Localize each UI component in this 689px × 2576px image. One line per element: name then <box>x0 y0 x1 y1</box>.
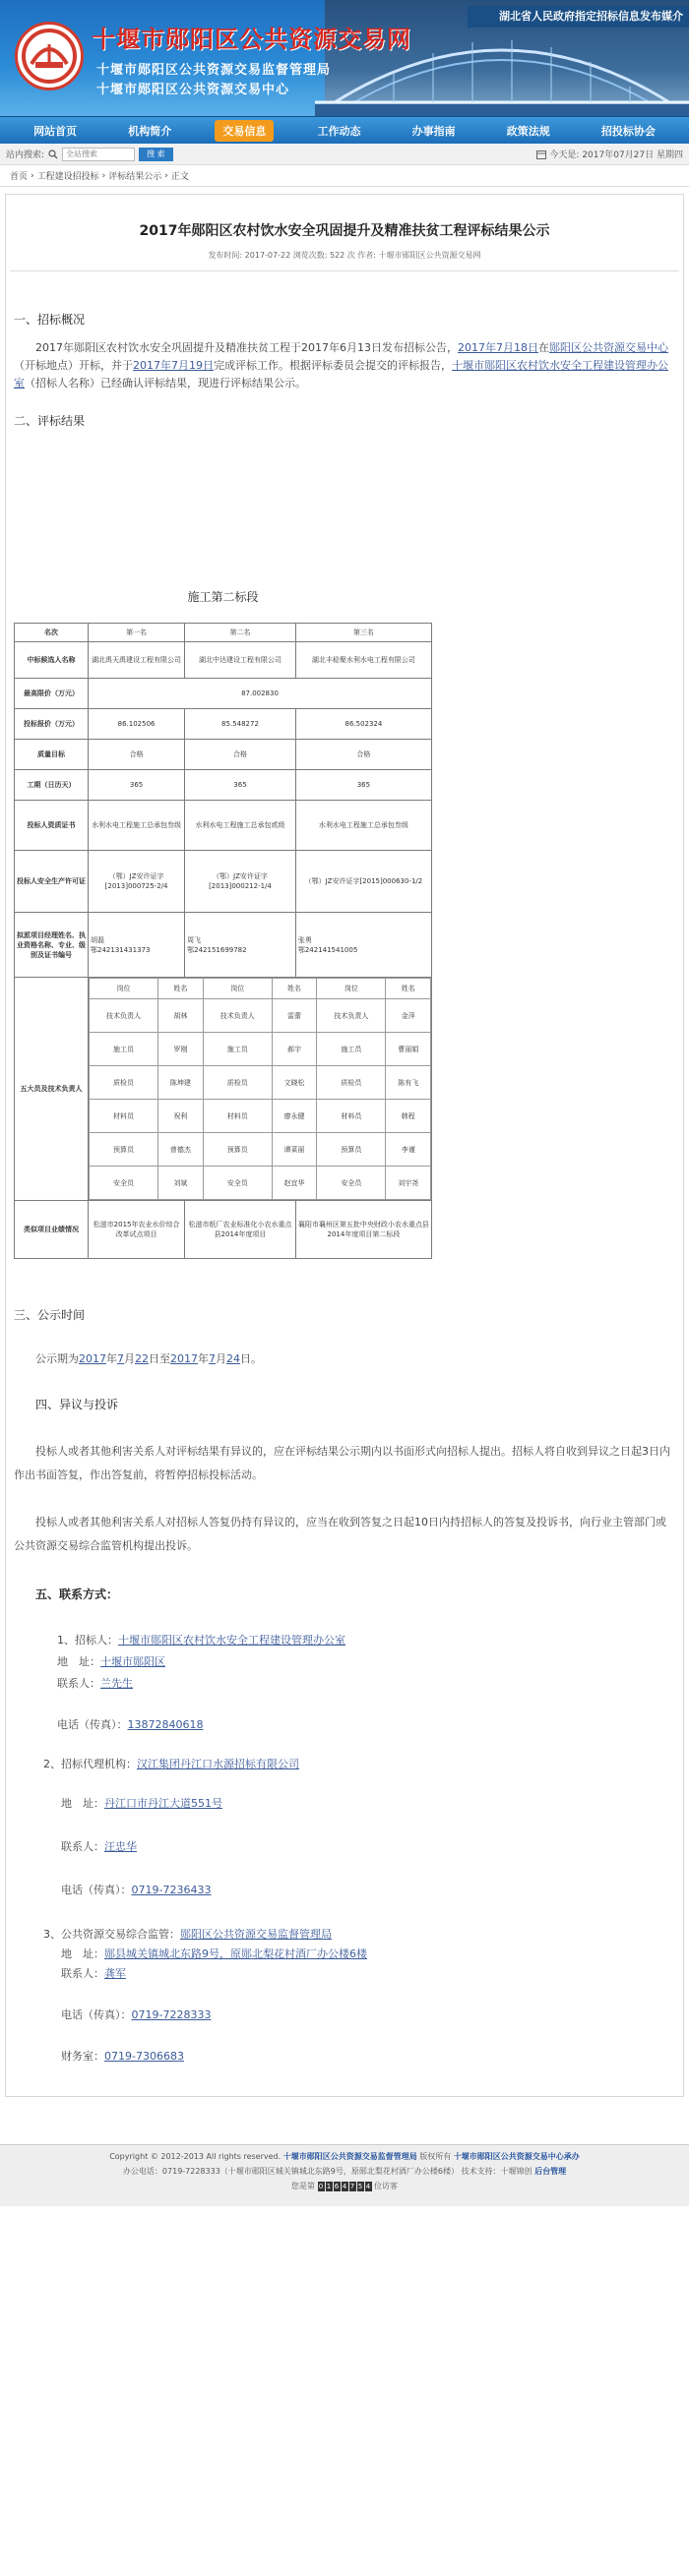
table-row: 拟派项目经理姓名、执业资格名称、专业、级别及证书编号 胡磊 鄂242131431373 周飞 鄂242151699782 张勇 鄂242141541005 <box>15 913 432 978</box>
today-date <box>536 148 683 160</box>
search-label: 站内搜索: <box>6 150 45 160</box>
table-row: 质量目标 合格 合格 合格 <box>15 740 432 770</box>
section-period-title: 三、公示时间 <box>14 1308 86 1322</box>
footer-bureau-link[interactable]: 十堰市郧阳区公共资源交易监督管理局 <box>282 2152 417 2161</box>
site-footer: Copyright © 2012-2013 All rights reserved. 十堰市郧阳区公共资源交易监督管理局 版权所有 十堰市郧阳区公共资源交易中心承办 办公电话：0719-7228333（十堰市郧阳区城关镇城北东路9号，原郧北梨花村酒厂办公楼6楼） 技术支持：十堰锦创 后台管理 您是第 0 1 6 4 7 5 4 位访客 <box>0 2144 689 2206</box>
breadcrumb-results[interactable]: 评标结果公示 <box>108 172 162 182</box>
search-bar <box>0 144 689 165</box>
nav-guide[interactable]: 办事指南 <box>411 124 456 138</box>
table-row: 投标人资质证书 水利水电工程施工总承包叁级 水利水电工程施工总承包贰级 水利水电工程施工总承包叁级 <box>15 801 432 851</box>
staff-table-row: 材料员 祝利 材料员 廖永健 材料员 韩程 <box>90 1100 431 1133</box>
staff-row: 五大员及技术负责人 岗位 姓名 岗位 姓名 岗位 姓名 技术负责人 胡林 技术负责人 雷蕾 技术负责人 金萍 施工员 罗刚 施工员 郝宇 施工员 曹丽娟 质检员 陈坤建 质检员 文晓松 质检员 陈有飞 材料员 祝利 材料员 廖永健 材料员 韩程 预算员 曾德杰 预算员 谭菜丽 预算员 李谨 安全员 刘斌 安全员 赵宜华 安全员 刘宇尧 <box>15 978 432 1201</box>
table-caption: 施工第二标段 <box>187 590 259 604</box>
calendar-icon <box>536 150 546 159</box>
staff-table-row: 技术负责人 胡林 技术负责人 雷蕾 技术负责人 金萍 <box>90 999 431 1033</box>
table-row: 中标候选人名称 湖北禹天禹建设工程有限公司 湖北中达建设工程有限公司 湖北丰稔聚水利水电工程有限公司 <box>15 642 432 679</box>
header-subtitle-bureau: 十堰市郧阳区公共资源交易监督管理局 <box>96 63 332 78</box>
table-row: 投标人安全生产许可证 （鄂）JZ安许证字[2013]000725-2/4 （鄂）JZ安许证字[2013]000212-1/4 （鄂）JZ安许证字[2015]000630-1/2 <box>15 851 432 913</box>
staff-table-row: 预算员 曾德杰 预算员 谭菜丽 预算员 李谨 <box>90 1133 431 1167</box>
contact-block-3: 3、公共资源交易综合监管：郧阳区公共资源交易监督管理局 地 址：郧县城关镇城北东路9号，原郧北梨花村酒厂办公楼6楼 联系人：龚军 电话（传真）：0719-7228333 财务室：0719-7306683 <box>43 1928 367 2063</box>
contact-block-1: 1、招标人：十堰市郧阳区农村饮水安全工程建设管理办公室 地 址：十堰市郧阳区 联系人：兰先生 电话（传真）：13872840618 <box>57 1634 345 1731</box>
section-overview-title: 一、招标概况 <box>14 313 86 327</box>
nav-policy[interactable]: 政策法规 <box>506 124 550 138</box>
emblem-icon <box>18 25 81 88</box>
objection-paragraph-2: 投标人或者其他利害关系人对招标人答复仍持有异议的，应当在收到答复之日起10日内持招标人的答复及投诉书，向行业主管部门或公共资源交易综合监管机构提出投诉。 <box>14 1516 666 1552</box>
breadcrumb: 首页 › 工程建设招投标 › 评标结果公示 › 正文 <box>0 165 689 187</box>
main-nav <box>0 116 689 144</box>
staff-table-row: 施工员 罗刚 施工员 郝宇 施工员 曹丽娟 <box>90 1033 431 1066</box>
table-row: 最高限价（万元） 87.002830 <box>15 679 432 709</box>
site-title: 十堰市郧阳区公共资源交易网 <box>92 25 411 53</box>
article-content <box>5 194 684 2097</box>
staff-table-row: 质检员 陈坤建 质检员 文晓松 质检员 陈有飞 <box>90 1066 431 1100</box>
footer-center-link[interactable]: 十堰市郧阳区公共资源交易中心承办 <box>453 2152 580 2161</box>
period-paragraph: 公示期为2017年7月22日至2017年7月24日。 <box>35 1352 262 1365</box>
nav-trade-info[interactable]: 交易信息 <box>215 120 274 142</box>
search-button[interactable]: 搜 索 <box>139 148 173 161</box>
search-input[interactable]: 全站搜索 <box>62 148 135 161</box>
breadcrumb-home[interactable]: 首页 <box>10 172 29 182</box>
site-logo <box>15 22 84 90</box>
nav-about[interactable]: 机构简介 <box>128 124 172 138</box>
breadcrumb-current: 正文 <box>170 172 189 182</box>
site-header <box>0 0 689 116</box>
staff-table: 岗位 姓名 岗位 姓名 岗位 姓名 技术负责人 胡林 技术负责人 雷蕾 技术负责人 金萍 施工员 罗刚 施工员 郝宇 施工员 曹丽娟 质检员 陈坤建 质检员 文晓松 质检员 陈有飞 材料员 祝利 材料员 廖永健 材料员 韩程 预算员 曾德杰 预算员 谭菜丽 预算员 李谨 安全员 刘斌 安全员 赵宜华 安全员 刘宇尧 <box>89 978 431 1200</box>
nav-work-news[interactable]: 工作动态 <box>317 124 361 138</box>
contact-block-2: 2、招标代理机构：汉江集团丹江口水源招标有限公司 地 址：丹江口市丹江大道551号 联系人：汪忠华 电话（传真）：0719-7236433 <box>43 1758 299 1896</box>
article-title: 2017年郧阳区农村饮水安全巩固提升及精准扶贫工程评标结果公示 <box>139 223 550 239</box>
staff-table-row: 安全员 刘斌 安全员 赵宜华 安全员 刘宇尧 <box>90 1167 431 1200</box>
header-subtitle-center: 十堰市郧阳区公共资源交易中心 <box>96 83 290 97</box>
overview-paragraph: 2017年郧阳区农村饮水安全巩固提升及精准扶贫工程于2017年6月13日发布招标公告，2017年7月18日在郧阳区公共资源交易中心（开标地点）开标，并于2017年7月19日完成评标工作。根据评标委员会提交的评标报告，十堰市郧阳区农村饮水安全工程建设管理办公室（招标人名称）已经确认评标结果，现进行评标结果公示。 <box>14 341 668 389</box>
article-meta: 发布时间: 2017-07-22 浏览次数: 522 次 作者: 十堰市郧阳区公共资源交易网 <box>208 251 481 260</box>
nav-home[interactable]: 网站首页 <box>33 124 78 138</box>
table-row: 类似项目业绩情况 松滋市2015年农业水价综合改革试点项目 松滋市纸厂农业标准化小农水重点县2014年度项目 襄阳市襄州区第五批中央财政小农水重点县2014年度项目第二标段 <box>15 1201 432 1259</box>
nav-association[interactable]: 招投标协会 <box>600 124 656 138</box>
table-row: 工期（日历天） 365 365 365 <box>15 770 432 801</box>
admin-link[interactable]: 后台管理 <box>534 2167 567 2176</box>
section-objection-title: 四、异议与投诉 <box>35 1398 119 1411</box>
search-icon <box>48 150 58 159</box>
bid-result-table: 名次 第一名 第二名 第三名 中标候选人名称 湖北禹天禹建设工程有限公司 湖北中达建设工程有限公司 湖北丰稔聚水利水电工程有限公司 最高限价（万元） 87.002830 投标报价（万元） 86.102506 85.548272 86.502324 质量目标 合格 合格 合格 工期（日历天） 365 365 365 投标人资质证书 水利水电工程施工总承包叁级 水利水电工程施工总承包贰级 水利水电工程施工总承包叁级 投标人安全生产许可证 （鄂）JZ安许证字[2013]000725-2/4 （鄂）JZ安许证字[2013]000212-1/4 （鄂）JZ安许证字[2015]000630-1/2 拟派项目经理姓名、执业资格名称、专业、级别及证书编号 胡磊 鄂242131431373 周飞 鄂242151699782 张勇 鄂242141541005 五大员及技术负责人 岗位 姓名 岗位 姓名 岗位 姓名 技术负责人 胡林 技术负责人 雷蕾 技术负责人 金萍 施工员 罗刚 施工员 郝宇 施工员 曹丽娟 质检员 陈坤建 质检员 文晓松 质检员 陈有飞 材料员 祝利 材料员 廖永健 材料员 韩程 预算员 曾德杰 预算员 谭菜丽 预算员 李谨 安全员 刘斌 安全员 赵宜华 安全员 刘宇尧 类似项目业绩情况 松滋市2015年农业水价综合改革试点项目 松滋市纸厂农业标准化小农水重点县2014年度项目 襄阳市襄州区第五批中央财政小农水重点县2014年度项目第二标段 <box>14 623 432 1259</box>
section-contact-title: 五、联系方式： <box>35 1588 119 1601</box>
table-row: 投标报价（万元） 86.102506 85.548272 86.502324 <box>15 709 432 740</box>
objection-paragraph-1: 投标人或者其他利害关系人对评标结果有异议的，应在评标结果公示期内以书面形式向招标人提出。招标人将自收到异议之日起3日内作出书面答复，作出答复前，将暂停招标投标活动。 <box>14 1445 670 1481</box>
breadcrumb-engineering[interactable]: 工程建设招投标 <box>36 172 99 182</box>
today-date-text: 今天是: 2017年07月27日 星期四 <box>549 150 683 160</box>
visitor-counter: 您是第 0 1 6 4 7 5 4 位访客 <box>290 2182 399 2190</box>
section-result-title: 二、评标结果 <box>14 414 86 428</box>
official-media-label: 湖北省人民政府指定招标信息发布媒介 <box>468 6 689 28</box>
